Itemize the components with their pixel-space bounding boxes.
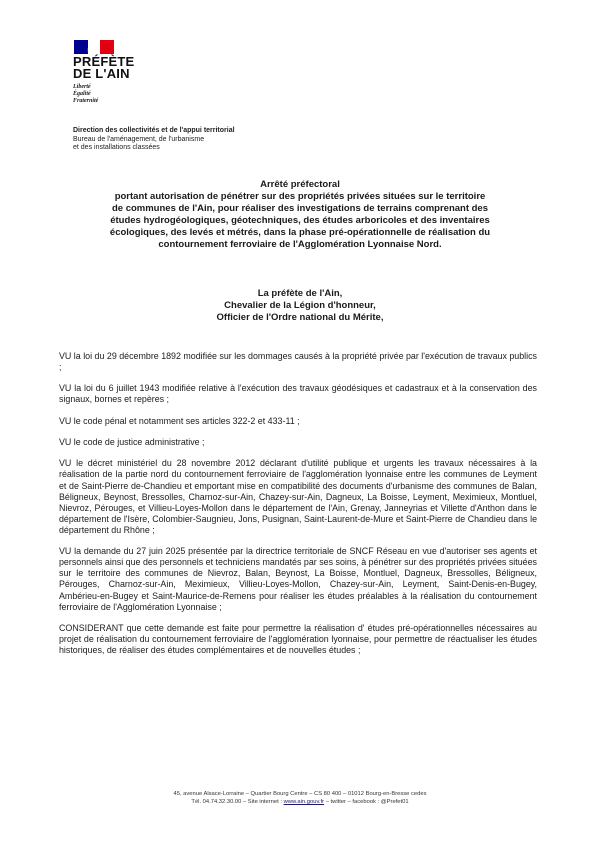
footer-address: 45, avenue Alsace-Lorraine – Quartier Bourg Centre – CS 80 400 – 01012 Bourg-en-Bresse cedex <box>173 791 427 797</box>
website-link[interactable]: www.ain.gouv.fr <box>283 799 325 805</box>
logo-title: PRÉFÈTE DE L'AIN <box>73 54 135 81</box>
visa-paragraph: VU la demande du 27 juin 2025 présentée par la directrice territoriale de SNCF Réseau en vue d'autoriser ses agents et personnels ainsi que des personnels et techniciens mandatés par ses soins, à pénétrer sur des propriétés privées situées sur le territoire des communes de Nievroz, Balan, Beynost, La Boisse, Montluel, Dagneux, Bressolles, Béligneux, Pérouges, Charnoz-sur-Ain, Meximieux, Villieu-Loyes-Mollon, Chazey-sur-Ain, Leyment, Saint-Denis-en-Bugey, Ambérieu-en-Bugey et Saint-Maurice-de-Remens pour réaliser les études préalables à la réalisation du contournement ferroviaire de l'Agglomération Lyonnaise ; <box>59 546 537 612</box>
bureau-name-line1: Bureau de l'aménagement, de l'urbanisme <box>73 135 205 143</box>
visa-paragraph: VU le décret ministériel du 28 novembre 2012 déclarant d'utilité publique et urgents les travaux nécessaires à la réalisation de la partie nord du contournement ferroviaire de l'agglomération lyonnaise entre les communes de Leyment et de Saint-Pierre de-Chandieu et emportant mise en compatibilité des documents d'urbanisme des communes de Balan, Béligneux, Beynost, Bressolles, Charnoz-sur-Ain, Chazey-sur-Ain, Dagneux, La Boisse, Leyment, Meximieux, Montluel, Nievroz, Pérouges, et Villieu-Loyes-Mollon dans le département de l'Ain, Grenay, Janneyrias et Villette d'Anthon dans le département de l'Isère, Colombier-Saugnieu, Jons, Pusignan, Saint-Laurent-de-Mure et Saint-Pierre de Chandieu dans le département du Rhône ; <box>59 458 537 535</box>
authority-block: La préfète de l'Ain, Chevalier de la Légion d'honneur, Officier de l'Ordre national du Mérite, <box>216 288 384 323</box>
visa-paragraph: VU le code de justice administrative ; <box>59 437 205 448</box>
issuing-service <box>73 127 235 153</box>
direction-name: Direction des collectivités et de l'appui territorial <box>73 127 235 134</box>
marianne-flag-icon <box>74 40 114 54</box>
visa-paragraph: VU la loi du 6 juillet 1943 modifiée relative à l'exécution des travaux géodésiques et cadastraux et à la conservation des signaux, bornes et repères ; <box>59 383 537 405</box>
considering-paragraph: CONSIDERANT que cette demande est faite pour permettre la réalisation d' études pré-opérationnelles nécessaires au projet de réalisation du contournement ferroviaire de l'agglomération lyonnaise, pour permettre de réactualiser les études historiques, de réaliser des études complémentaires et de nouvelles études ; <box>59 622 537 656</box>
bureau-name-line2: et des installations classées <box>73 144 160 151</box>
page-footer <box>80 790 520 806</box>
visa-paragraph: VU le code pénal et notamment ses articles 322-2 et 433-11 ; <box>59 415 300 426</box>
footer-contact: Tél. 04.74.32.30.00 – Site internet : www.ain.gouv.fr – twitter – facebook : @Prefet01 <box>191 799 409 805</box>
republic-motto: Liberté Égalité Fraternité <box>73 84 99 104</box>
marianne-profile-icon <box>83 41 101 54</box>
decree-title: Arrêté préfectoral portant autorisation de pénétrer sur des propriétés privées situées sur le territoire de communes de l'Ain, pour réaliser des investigations de terrains comprenant des études hydrogéologiques, géotechniques, des études arboricoles et des inventaires écologiques, des levés et métrés, dans la phase pré-opérationnelle de réalisation du contournement ferroviaire de l'Agglomération Lyonnaise Nord. <box>109 179 491 250</box>
decree-body <box>59 351 537 666</box>
prefecture-logo <box>73 40 134 105</box>
visa-paragraph: VU la loi du 29 décembre 1892 modifiée sur les dommages causés à la propriété privée par l'exécution de travaux publics ; <box>59 351 537 373</box>
